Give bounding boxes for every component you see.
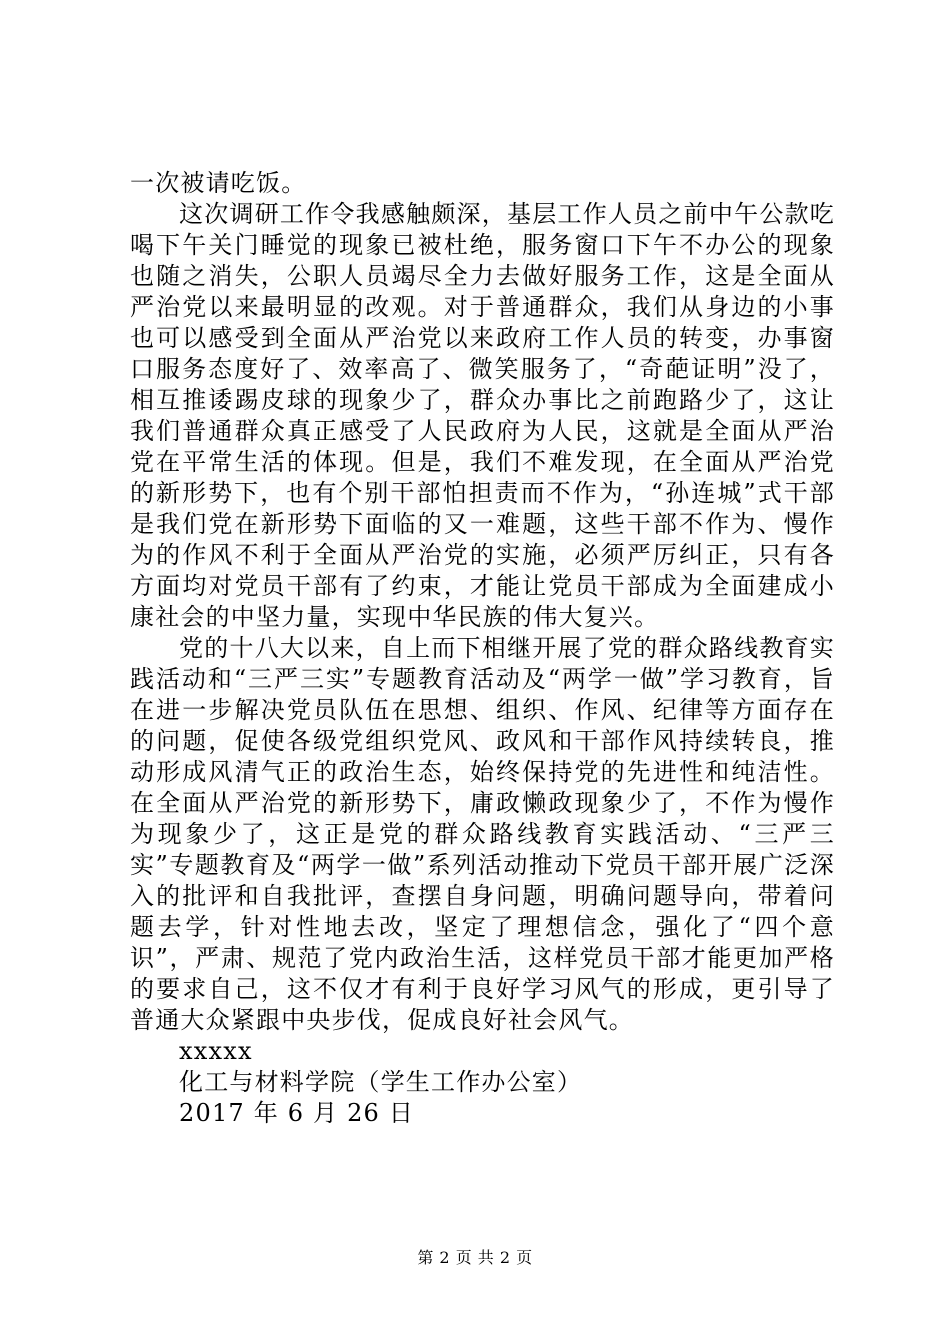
paragraph-research-reflection: 这次调研工作令我感触颇深，基层工作人员之前中午公款吃喝下午关门睡觉的现象已被杜绝，服务窗口下午不办公的现象也随之消失，公职人员竭尽全力去做好服务工作，这是全面从严治党以来最明显的改观。对于普通群众，我们从身边的小事也可以感受到全面从严治党以来政府工作人员的转变，办事窗口服务态度好了、效率高了、微笑服务了，“奇葩证明”没了，相互推诿踢皮球的现象少了，群众办事比之前跑路少了，这让我们普通群众真正感受了人民政府为人民，这就是全面从严治党在平常生活的体现。但是，我们不难发现，在全面从严治党的新形势下，也有个别干部怕担责而不作为，“孙连城”式干部是我们党在新形势下面临的又一难题，这些干部不作为、慢作为的作风不利于全面从严治党的实施，必须严厉纠正，只有各方面均对党员干部有了约束，才能让党员干部成为全面建成小康社会的中坚力量，实现中华民族的伟大复兴。 [130,200,835,631]
signature-date: 2017 年 6 月 26 日 [179,1099,415,1127]
document-body [130,168,835,1129]
paragraph-party-education: 党的十八大以来，自上而下相继开展了党的群众路线教育实践活动和“三严三实”专题教育活动及“两学一做”学习教育，旨在进一步解决党员队伍在思想、组织、作风、纪律等方面存在的问题，促使各级党组织党风、政风和干部作风持续转良，推动形成风清气正的政治生态，始终保持党的先进性和纯洁性。在全面从严治党的新形势下，庸政懒政现象少了，不作为慢作为现象少了，这正是党的群众路线教育实践活动、“三严三实”专题教育及“两学一做”系列活动推动下党员干部开展广泛深入的批评和自我批评，查摆自身问题，明确问题导向，带着问题去学，针对性地去改，坚定了理想信念，强化了“四个意识”，严肃、规范了党内政治生活，这样党员干部才能更加严格的要求自己，这不仅才有利于良好学习风气的形成，更引导了普通大众紧跟中央步伐，促成良好社会风气。 [130,634,835,1034]
paragraph-continuation: 一次被请吃饭。 [130,169,307,197]
signature-organization: 化工与材料学院（学生工作办公室） [179,1068,583,1096]
signature-name: xxxxx [179,1037,253,1065]
page-footer: 第 2 页 共 2 页 [417,1248,533,1267]
